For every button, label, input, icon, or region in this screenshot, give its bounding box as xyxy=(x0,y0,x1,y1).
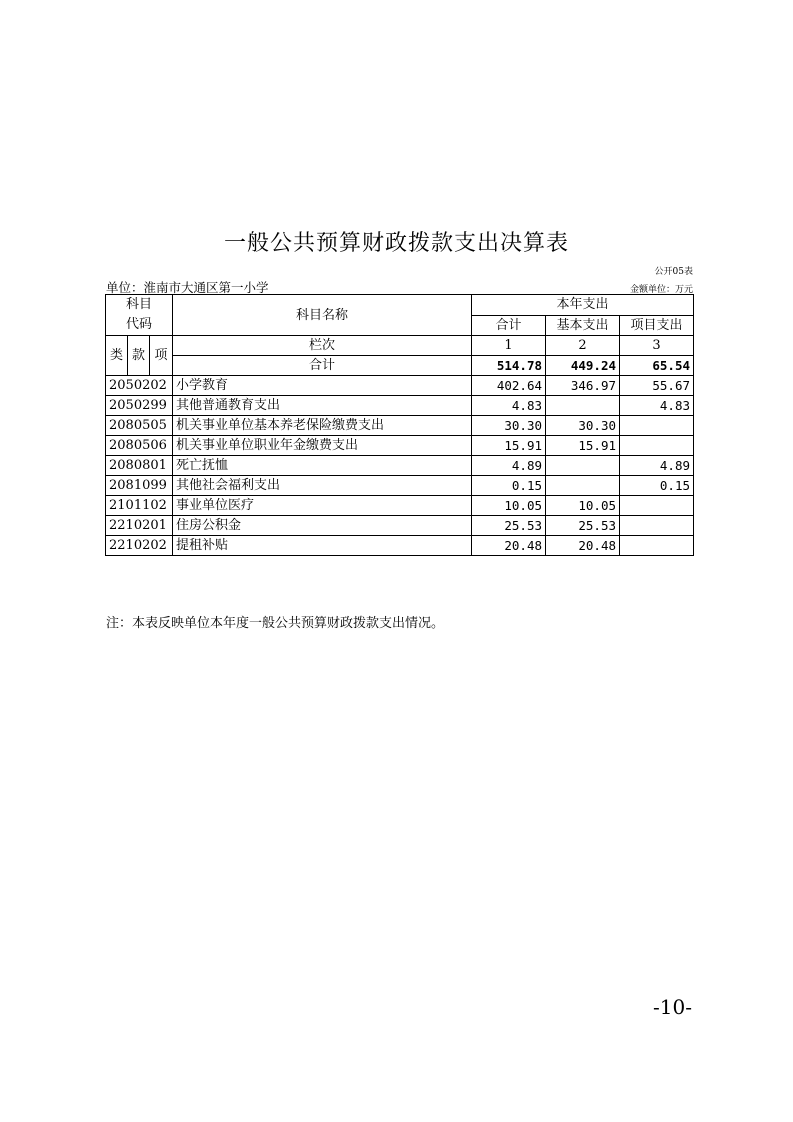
page-number: -10- xyxy=(653,995,692,1019)
basic-cell xyxy=(546,476,620,496)
subject-code-cell: 2210201 xyxy=(106,516,173,536)
subject-name-cell: 提租补贴 xyxy=(173,536,472,556)
lei-header: 类 xyxy=(106,336,128,376)
subject-name-cell: 住房公积金 xyxy=(173,516,472,536)
subject-code-cell: 2080801 xyxy=(106,456,173,476)
col-index-3: 3 xyxy=(620,336,694,356)
total-project: 65.54 xyxy=(620,356,694,376)
table-row xyxy=(106,476,694,496)
subject-code-cell: 2101102 xyxy=(106,496,173,516)
header-row-1 xyxy=(106,295,694,316)
amount-unit: 金额单位：万元 xyxy=(629,285,693,295)
project-cell: 4.89 xyxy=(620,456,694,476)
column-index-row xyxy=(106,336,694,356)
kuan-header: 款 xyxy=(128,336,150,376)
project-cell: 0.15 xyxy=(620,476,694,496)
xiang-header: 项 xyxy=(150,336,173,376)
table-row xyxy=(106,396,694,416)
column-index-label: 栏次 xyxy=(173,336,472,356)
expenditure-table xyxy=(105,294,694,556)
table-code: 公开05表 xyxy=(654,267,693,277)
basic-cell: 30.30 xyxy=(546,416,620,436)
basic-cell xyxy=(546,456,620,476)
subject-name-cell: 其他普通教育支出 xyxy=(173,396,472,416)
subject-name-cell: 事业单位医疗 xyxy=(173,496,472,516)
total-row xyxy=(106,356,694,376)
table-row xyxy=(106,376,694,396)
subject-code-line-2: 代码 xyxy=(126,317,153,332)
project-cell xyxy=(620,416,694,436)
total-cell: 25.53 xyxy=(472,516,546,536)
basic-cell: 346.97 xyxy=(546,376,620,396)
col-project-header: 项目支出 xyxy=(620,315,694,336)
total-cell: 15.91 xyxy=(472,436,546,456)
page-title: 一般公共预算财政拨款支出决算表 xyxy=(223,231,569,256)
project-cell: 55.67 xyxy=(620,376,694,396)
project-cell xyxy=(620,516,694,536)
table-row xyxy=(106,436,694,456)
table-row xyxy=(106,456,694,476)
subject-name-cell: 死亡抚恤 xyxy=(173,456,472,476)
project-cell: 4.83 xyxy=(620,396,694,416)
col-total-header: 合计 xyxy=(472,315,546,336)
unit-name: 单位：淮南市大通区第一小学 xyxy=(106,280,269,295)
total-label: 合计 xyxy=(173,356,472,376)
year-expenditure-header: 本年支出 xyxy=(472,295,694,316)
basic-cell: 15.91 xyxy=(546,436,620,456)
total-cell: 4.89 xyxy=(472,456,546,476)
total-cell: 402.64 xyxy=(472,376,546,396)
total-basic: 449.24 xyxy=(546,356,620,376)
subject-name-cell: 机关事业单位基本养老保险缴费支出 xyxy=(173,416,472,436)
total-amount: 514.78 xyxy=(472,356,546,376)
basic-cell: 25.53 xyxy=(546,516,620,536)
subject-code-cell: 2050299 xyxy=(106,396,173,416)
table-row xyxy=(106,536,694,556)
subject-code-cell: 2080505 xyxy=(106,416,173,436)
table-row xyxy=(106,496,694,516)
subject-code-header xyxy=(106,295,173,336)
table-row xyxy=(106,516,694,536)
total-cell: 0.15 xyxy=(472,476,546,496)
basic-cell: 20.48 xyxy=(546,536,620,556)
subject-code-cell: 2210202 xyxy=(106,536,173,556)
subject-code-cell: 2050202 xyxy=(106,376,173,396)
col-basic-header: 基本支出 xyxy=(546,315,620,336)
total-cell: 10.05 xyxy=(472,496,546,516)
table-row xyxy=(106,416,694,436)
subject-name-header: 科目名称 xyxy=(173,295,472,336)
subject-name-cell: 小学教育 xyxy=(173,376,472,396)
project-cell xyxy=(620,536,694,556)
project-cell xyxy=(620,436,694,456)
total-cell: 4.83 xyxy=(472,396,546,416)
basic-cell xyxy=(546,396,620,416)
subject-code-cell: 2081099 xyxy=(106,476,173,496)
total-cell: 20.48 xyxy=(472,536,546,556)
subject-name-cell: 机关事业单位职业年金缴费支出 xyxy=(173,436,472,456)
col-index-1: 1 xyxy=(472,336,546,356)
col-index-2: 2 xyxy=(546,336,620,356)
basic-cell: 10.05 xyxy=(546,496,620,516)
project-cell xyxy=(620,496,694,516)
subject-code-line-1: 科目 xyxy=(126,297,153,312)
total-cell: 30.30 xyxy=(472,416,546,436)
table-note: 注：本表反映单位本年度一般公共预算财政拨款支出情况。 xyxy=(106,616,445,631)
subject-code-cell: 2080506 xyxy=(106,436,173,456)
subject-name-cell: 其他社会福利支出 xyxy=(173,476,472,496)
